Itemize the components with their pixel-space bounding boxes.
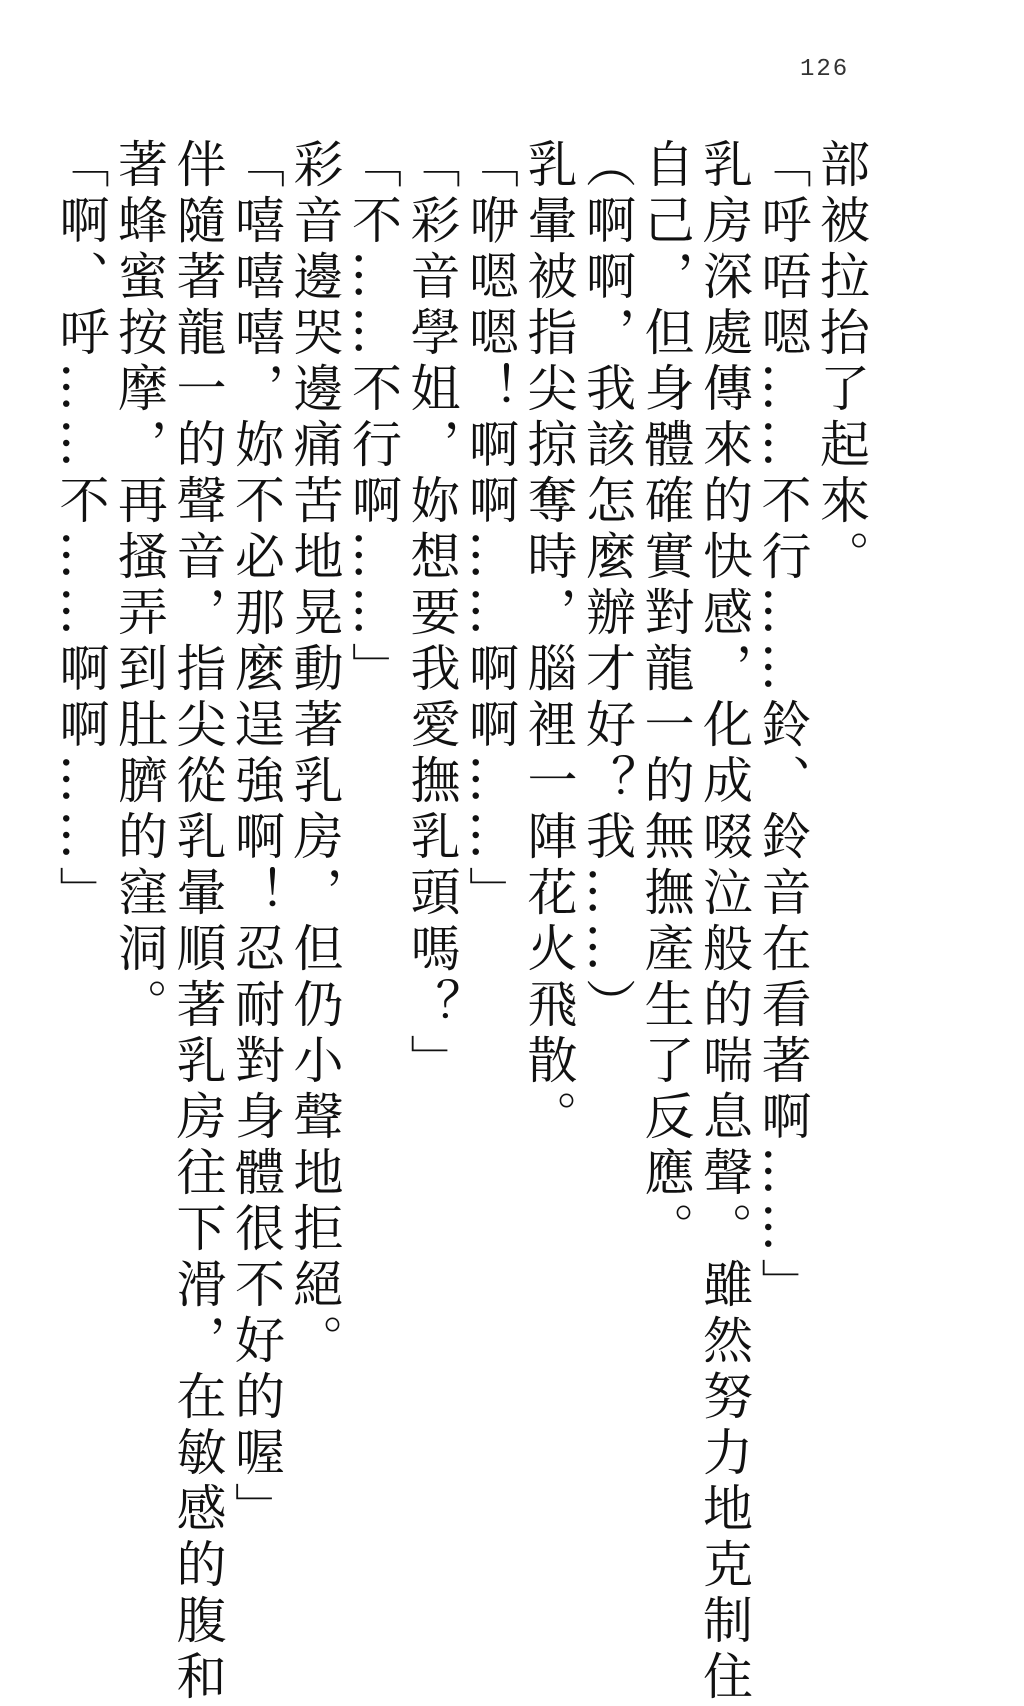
text-line: 彩音邊哭邊痛苦地晃動著乳房，但仍小聲地拒絕。 xyxy=(285,138,344,1370)
text-line: 「咿嗯嗯！啊啊……啊啊……」 xyxy=(461,138,519,922)
text-line: （啊啊，我該怎麼辦才好？我……） xyxy=(578,138,636,1034)
text-line: 著蜂蜜按摩，再搔弄到肚臍的窪洞。 xyxy=(110,138,168,1034)
text-line: 「嘻嘻嘻，妳不必那麼逞強啊！忍耐對身體很不好的喔」 xyxy=(227,138,285,1538)
text-line: 「呼唔嗯……不行……鈴、鈴音在看著啊……」 xyxy=(753,138,812,1314)
vertical-text-body xyxy=(51,138,870,1706)
text-line: 乳房深處傳來的快感，化成啜泣般的喘息聲。雖然努力地克制住 xyxy=(695,138,753,1706)
text-line: 「啊、呼……不……啊啊……」 xyxy=(51,138,110,922)
text-line: 「彩音學姐，妳想要我愛撫乳頭嗎？」 xyxy=(402,138,461,1090)
text-line: 部被拉抬了起來。 xyxy=(812,138,870,586)
text-line: 伴隨著龍一的聲音，指尖從乳暈順著乳房往下滑，在敏感的腹和 xyxy=(168,138,227,1706)
text-line: 乳暈被指尖掠奪時，腦裡一陣花火飛散。 xyxy=(519,138,578,1146)
page-number: 126 xyxy=(800,56,850,83)
text-line: 自己，但身體確實對龍一的無撫產生了反應。 xyxy=(636,138,695,1258)
text-line: 「不……不行啊……」 xyxy=(344,138,402,698)
